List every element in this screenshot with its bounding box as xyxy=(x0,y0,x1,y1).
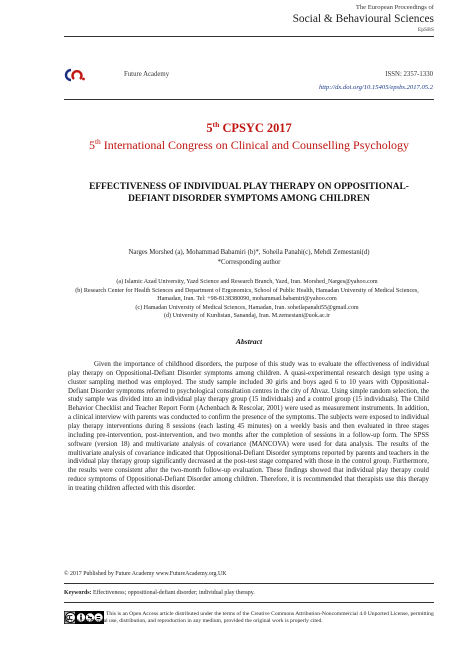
doi-link[interactable]: http://dx.doi.org/10.15405/epsbs.2017.05.2 xyxy=(318,84,433,91)
header-rule xyxy=(64,36,434,37)
publisher-name: Future Academy xyxy=(124,71,170,78)
author-list: Narges Morshed (a), Mohammad Babamiri (b)*, Soheila Panahi(c), Mehdi Zemestani(d) xyxy=(128,249,370,256)
abstract-heading: Abstract xyxy=(235,337,263,346)
conference-full-name: 5th International Congress on Clinical and Counselling Psychology xyxy=(88,137,410,152)
journal-series-line: The European Proceedings of xyxy=(355,4,434,11)
affiliation-item: (d) University of Kurdistan, Sanandaj, Iran. M.zemestani@uok.ac.ir xyxy=(163,313,331,320)
journal-abbreviation: EpSBS xyxy=(417,27,434,33)
keywords-line xyxy=(64,590,255,596)
issn: ISSN: 2357-1330 xyxy=(385,71,433,78)
affiliation-item: (b) Research Center for Health Sciences and Department of Ergonomics, School of Public Health, Hamadan University of Medical Sciences, Hamadan, Iran. Tel: +98-8138380090, mohammad.babamiri@yahoo.com xyxy=(75,287,419,303)
affiliation-item: (a) Islamic Azad University, Yazd Science and Research Branch, Yazd, Iran. Morshed_Narges@yahoo.com xyxy=(116,279,378,285)
keywords-text: Effectiveness; oppositional-defiant disorder; individual play therapy. xyxy=(91,590,255,596)
affiliation-item: (c) Hamadan University of Medical Sciences, Hamadan, Iran. soheilapanahi55@gmail.com xyxy=(135,304,359,311)
keywords-top-rule xyxy=(64,583,434,584)
corresponding-author-note: *Corresponding author xyxy=(217,259,281,266)
journal-title: Social & Behavioural Sciences xyxy=(292,13,434,25)
future-academy-logo-icon xyxy=(64,68,86,82)
keywords-label: Keywords: xyxy=(64,590,92,596)
abstract-body: Given the importance of childhood disorders, the purpose of this study was to evaluate the effectiveness of individual play therapy on Oppositional-Defiant Disorder symptoms among children. A quasi-experimental research design type using a cluster sampling method was employed. The study sample included 30 girls and boys aged 6 to 10 years with Oppositional-Defiant Disorder symptoms referred to psychological consultation centres in the city of Ahvaz. Using simple random selection, the study sample was divided into an individual play therapy group (15 individuals) and a control group (15 individuals). The Child Behavior Checklist and Teacher Report Form (Achenbach & Rescolar, 2001) were used as measurement instruments. In addition, a clinical interview with parents was conducted to confirm the presence of the symptoms. The subjects were exposed to individual play therapy interventions during 8 sessions (each lasting 45 minutes) on a weekly basis and then evaluated in three stages including pre-intervention, post-intervention, and two months after the completion of sessions in a follow-up form. The SPSS software (version 18) and multivariate analysis of covariance (MANCOVA) were used for data analysis. The results of the multivariate analysis of covariance indicated that Oppositional-Defiant Disorder symptoms reported by parents and teachers in the individual play therapy group significantly decreased at the post-test stage compared with those in the control group. Furthermore, the results were consistent after the two-month follow-up evaluation. These findings showed that individual play therapy could reduce symptoms of Oppositional-Defiant Disorder among children. Therefore, it is recommended that therapists use this therapy in treating children affected with this disorder. xyxy=(68,361,429,493)
conference-short-name: 5th CPSYC 2017 xyxy=(206,119,292,135)
license-text: This is an Open Access article distributed under the terms of the Creative Commons Attribution-Noncommercial 4.0 Unported License, permitting all non-commercial use, distribution, and reproduction in any medium, provided the original work is properly cited. xyxy=(64,611,434,625)
header-divider xyxy=(64,99,434,100)
keywords-bottom-rule xyxy=(64,602,434,603)
copyright-notice: © 2017 Published by Future Academy www.FutureAcademy.org.UK xyxy=(64,571,227,577)
paper-title: EFFECTIVENESS OF INDIVIDUAL PLAY THERAPY ON OPPOSITIONAL-DEFIANT DISORDER SYMPTOMS AMONG CHILDREN xyxy=(89,182,409,205)
affiliation-list xyxy=(74,278,420,321)
